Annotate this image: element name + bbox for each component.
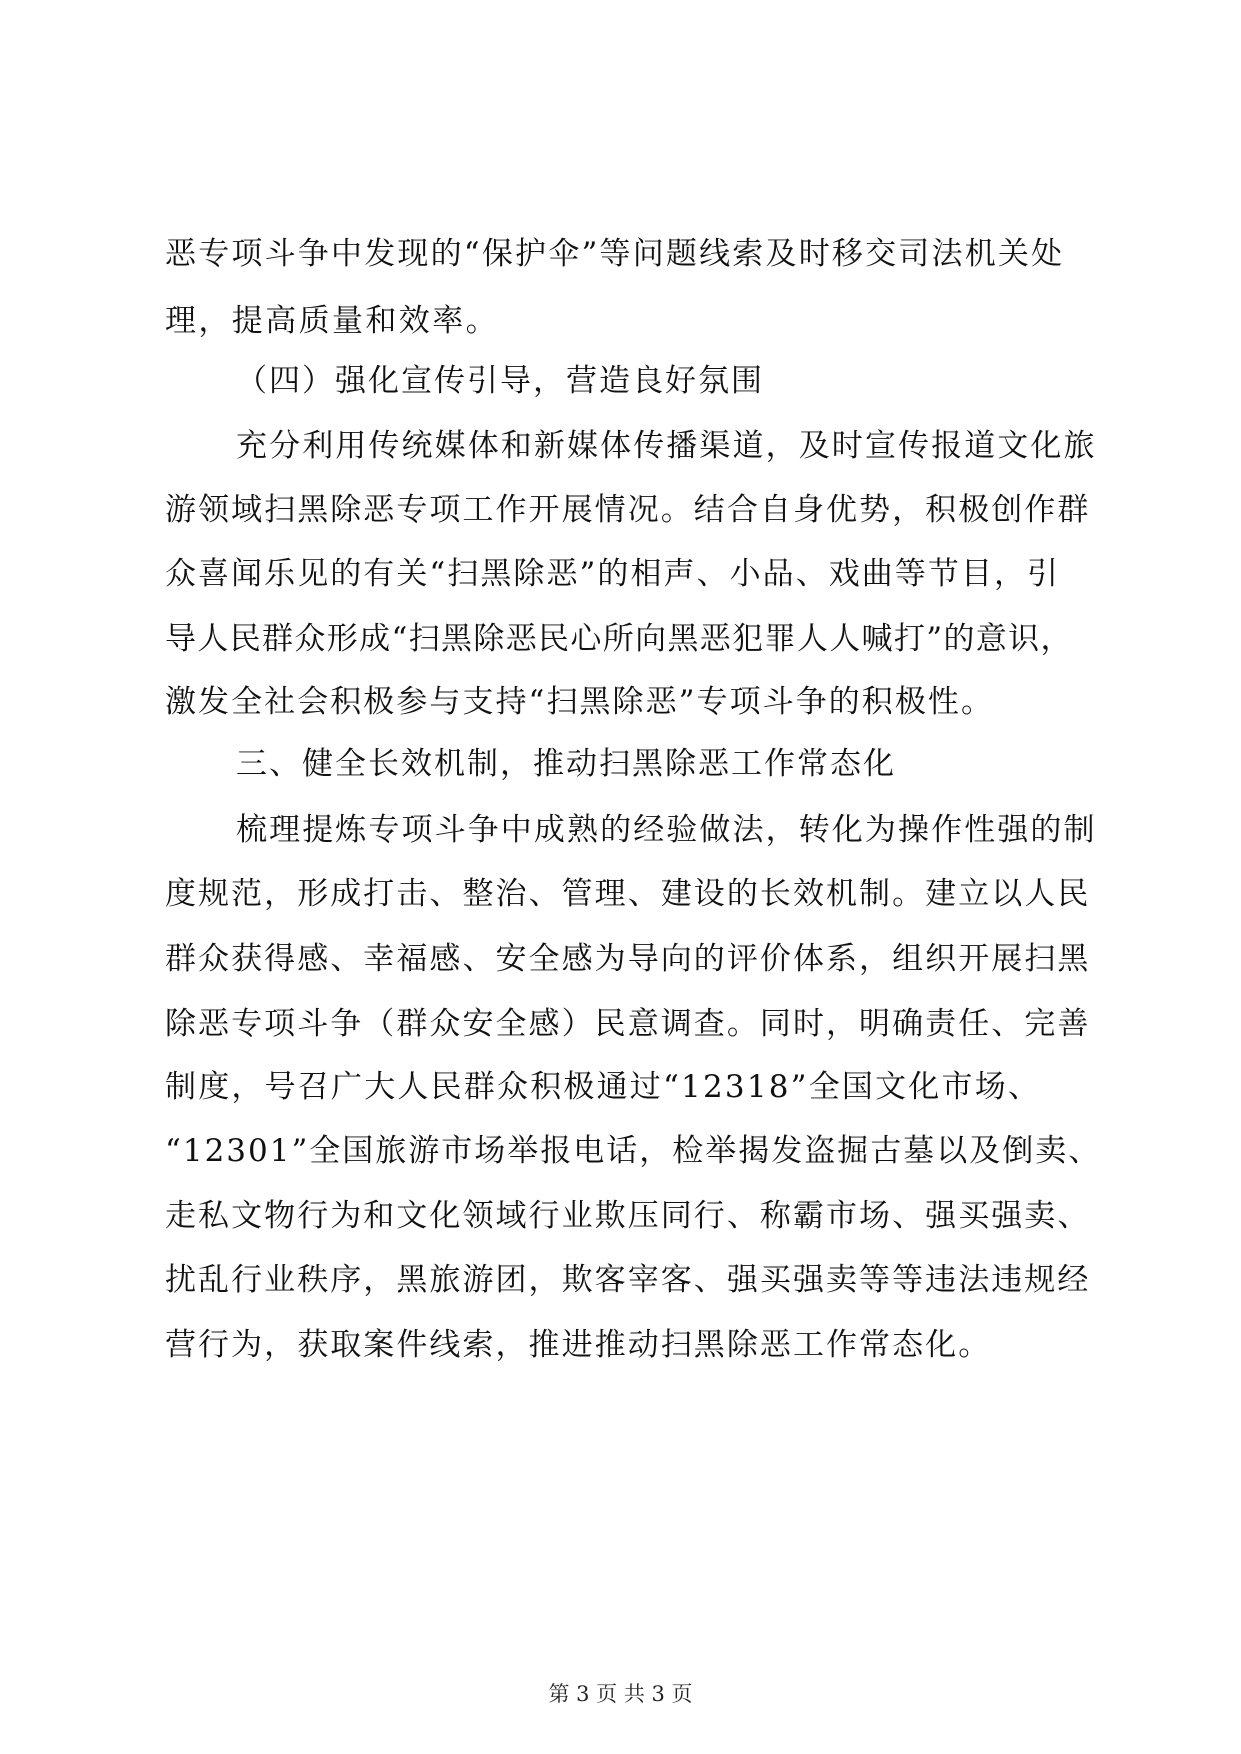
page-number-footer: 第 3 页 共 3 页 (548, 1682, 693, 1706)
body-text-line: 除恶专项斗争（群众安全感）民意调查。同时，明确责任、完善 (165, 1006, 1091, 1042)
body-text-line: 导人民群众形成“扫黑除恶民心所向黑恶犯罪人人喊打”的意识， (165, 621, 1073, 657)
body-text-line: 恶专项斗争中发现的“保护伞”等问题线索及时移交司法机关处 (165, 236, 1065, 272)
body-text-line: 走私文物行为和文化领域行业欺压同行、称霸市场、强买强卖、 (165, 1198, 1091, 1234)
body-text-line: 梳理提炼专项斗争中成熟的经验做法，转化为操作性强的制 (236, 812, 1097, 848)
body-text-line: 激发全社会积极参与支持“扫黑除恶”专项斗争的积极性。 (165, 684, 994, 720)
body-text-line: 理，提高质量和效率。 (165, 303, 499, 339)
section-heading: 三、健全长效机制，推动扫黑除恶工作常态化 (236, 746, 896, 782)
body-text-line: 扰乱行业秩序，黑旅游团，欺客宰客、强买强卖等等违法违规经 (165, 1262, 1091, 1298)
body-text-line: 营行为，获取案件线索，推进推动扫黑除恶工作常态化。 (165, 1327, 992, 1363)
body-text-line: 充分利用传统媒体和新媒体传播渠道，及时宣传报道文化旅 (236, 428, 1097, 464)
section-heading: （四）强化宣传引导，营造良好氛围 (236, 363, 764, 399)
body-text-line: 群众获得感、幸福感、安全感为导向的评价体系，组织开展扫黑 (165, 941, 1091, 977)
body-text-line: 众喜闻乐见的有关“扫黑除恶”的相声、小品、戏曲等节目，引 (165, 556, 1061, 592)
body-text-line: 度规范，形成打击、整治、管理、建设的长效机制。建立以人民 (165, 876, 1091, 912)
body-text-line: 制度，号召广大人民群众积极通过“12318”全国文化市场、 (165, 1069, 1042, 1105)
body-text-line: “12301”全国旅游市场举报电话，检举揭发盗掘古墓以及倒卖、 (165, 1133, 1102, 1169)
body-text-line: 游领域扫黑除恶专项工作开展情况。结合自身优势，积极创作群 (165, 492, 1091, 528)
